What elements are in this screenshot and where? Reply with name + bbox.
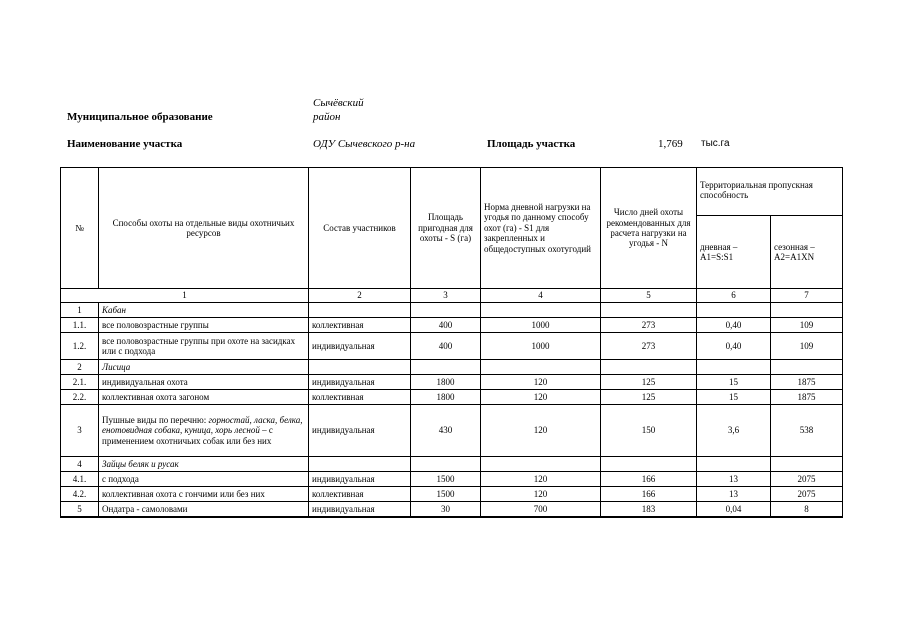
- days-cell: 273: [601, 333, 697, 360]
- row-number: 2: [61, 360, 99, 375]
- seasonal-cell: 8: [771, 502, 843, 517]
- norm-cell: 120: [481, 375, 601, 390]
- table-row: [61, 303, 843, 318]
- norm-cell: 120: [481, 472, 601, 487]
- participants-cell: индивидуальная: [309, 333, 411, 360]
- norm-cell: 120: [481, 405, 601, 457]
- area-cell: 430: [411, 405, 481, 457]
- header-capacity: Территориальная пропускная способность: [697, 168, 843, 216]
- seasonal-cell: 2075: [771, 487, 843, 502]
- header-seasonal: сезонная – A2=A1XN: [771, 216, 843, 289]
- municipality-value-line1: Сычёвский: [313, 97, 364, 109]
- column-number: 6: [697, 289, 771, 303]
- column-number: 3: [411, 289, 481, 303]
- participants-cell: коллективная: [309, 318, 411, 333]
- daily-cell: 3,6: [697, 405, 771, 457]
- header-participants: Состав участников: [309, 168, 411, 289]
- table-row: [61, 390, 843, 405]
- header-days: Число дней охоты рекомендованных для расчета нагрузки на угодья - N: [601, 168, 697, 289]
- site-value: ОДУ Сычевского р-на: [313, 138, 416, 150]
- column-number: 2: [309, 289, 411, 303]
- header-num: №: [61, 168, 99, 289]
- group-title: Лисица: [99, 360, 309, 375]
- days-cell: [601, 457, 697, 472]
- norm-cell: 700: [481, 502, 601, 517]
- table-row: [61, 457, 843, 472]
- seasonal-cell: 109: [771, 318, 843, 333]
- days-cell: 125: [601, 375, 697, 390]
- column-number: 1: [61, 289, 309, 303]
- row-number: 2.2.: [61, 390, 99, 405]
- site-label: Наименование участка: [67, 138, 183, 150]
- daily-cell: [697, 457, 771, 472]
- participants-cell: [309, 360, 411, 375]
- norm-cell: [481, 457, 601, 472]
- capacity-table: [60, 167, 843, 518]
- header-daily: дневная – A1=S:S1: [697, 216, 771, 289]
- participants-cell: [309, 457, 411, 472]
- norm-cell: 120: [481, 487, 601, 502]
- seasonal-cell: [771, 303, 843, 318]
- participants-cell: индивидуальная: [309, 502, 411, 517]
- days-cell: [601, 303, 697, 318]
- area-cell: 30: [411, 502, 481, 517]
- table-row: [61, 375, 843, 390]
- norm-cell: [481, 303, 601, 318]
- method-cell: [99, 405, 309, 457]
- days-cell: 125: [601, 390, 697, 405]
- area-cell: 400: [411, 333, 481, 360]
- daily-cell: [697, 303, 771, 318]
- area-cell: 1800: [411, 375, 481, 390]
- header-area: Площадь пригодная для охоты - S (га): [411, 168, 481, 289]
- municipality-value-line2: район: [313, 111, 341, 123]
- table-row: [61, 472, 843, 487]
- column-number: 7: [771, 289, 843, 303]
- area-label: Площадь участка: [487, 138, 576, 150]
- area-cell: [411, 457, 481, 472]
- method-cell: Ондатра - самоловами: [99, 502, 309, 517]
- norm-cell: [481, 360, 601, 375]
- group-title: Кабан: [99, 303, 309, 318]
- area-cell: 1500: [411, 487, 481, 502]
- area-cell: [411, 360, 481, 375]
- table-row: [61, 487, 843, 502]
- row-number: 5: [61, 502, 99, 517]
- header-norm: Норма дневной нагрузки на угодья по данному способу охот (га) - S1 для закрепленных и общедоступных охотугодий: [481, 168, 601, 289]
- row-number: 4.1.: [61, 472, 99, 487]
- daily-cell: [697, 360, 771, 375]
- area-unit: тыс.га: [701, 138, 730, 149]
- seasonal-cell: 109: [771, 333, 843, 360]
- days-cell: 273: [601, 318, 697, 333]
- row-number: 2.1.: [61, 375, 99, 390]
- days-cell: [601, 360, 697, 375]
- table-row: [61, 405, 843, 457]
- daily-cell: 15: [697, 390, 771, 405]
- daily-cell: 0,40: [697, 333, 771, 360]
- seasonal-cell: 1875: [771, 375, 843, 390]
- area-cell: [411, 303, 481, 318]
- seasonal-cell: 1875: [771, 390, 843, 405]
- column-number: 4: [481, 289, 601, 303]
- days-cell: 183: [601, 502, 697, 517]
- group-title: Зайцы беляк и русак: [99, 457, 309, 472]
- participants-cell: индивидуальная: [309, 375, 411, 390]
- area-cell: 400: [411, 318, 481, 333]
- area-cell: 1500: [411, 472, 481, 487]
- method-cell: все половозрастные группы при охоте на засидках или с подхода: [99, 333, 309, 360]
- daily-cell: 13: [697, 472, 771, 487]
- method-species: горностай, ласка, белка, енотовидная собака, куница, хорь лесной: [102, 414, 303, 436]
- table-row: [61, 318, 843, 333]
- days-cell: 166: [601, 472, 697, 487]
- seasonal-cell: [771, 360, 843, 375]
- header-methods: Способы охоты на отдельные виды охотничьих ресурсов: [99, 168, 309, 289]
- row-number: 1.1.: [61, 318, 99, 333]
- norm-cell: 120: [481, 390, 601, 405]
- table-row: [61, 360, 843, 375]
- norm-cell: 1000: [481, 318, 601, 333]
- row-number: 1.2.: [61, 333, 99, 360]
- participants-cell: коллективная: [309, 487, 411, 502]
- seasonal-cell: [771, 457, 843, 472]
- row-number: 1: [61, 303, 99, 318]
- method-tail: – с применением охотничьих собак или без них: [102, 425, 273, 446]
- participants-cell: индивидуальная: [309, 405, 411, 457]
- method-cell: коллективная охота с гончими или без них: [99, 487, 309, 502]
- daily-cell: 0,04: [697, 502, 771, 517]
- days-cell: 166: [601, 487, 697, 502]
- method-plain: Пушные виды по перечню:: [102, 414, 209, 425]
- method-cell: коллективная охота загоном: [99, 390, 309, 405]
- daily-cell: 13: [697, 487, 771, 502]
- row-number: 4: [61, 457, 99, 472]
- daily-cell: 0,40: [697, 318, 771, 333]
- norm-cell: 1000: [481, 333, 601, 360]
- column-number: 5: [601, 289, 697, 303]
- participants-cell: [309, 303, 411, 318]
- participants-cell: коллективная: [309, 390, 411, 405]
- participants-cell: индивидуальная: [309, 472, 411, 487]
- table-row: [61, 333, 843, 360]
- municipality-label: Муниципальное образование: [67, 111, 213, 123]
- row-number: 4.2.: [61, 487, 99, 502]
- days-cell: 150: [601, 405, 697, 457]
- seasonal-cell: 538: [771, 405, 843, 457]
- row-number: 3: [61, 405, 99, 457]
- method-cell: все половозрастные группы: [99, 318, 309, 333]
- method-cell: с подхода: [99, 472, 309, 487]
- area-value: 1,769: [658, 138, 683, 150]
- table-row: [61, 502, 843, 517]
- seasonal-cell: 2075: [771, 472, 843, 487]
- area-cell: 1800: [411, 390, 481, 405]
- method-cell: индивидуальная охота: [99, 375, 309, 390]
- daily-cell: 15: [697, 375, 771, 390]
